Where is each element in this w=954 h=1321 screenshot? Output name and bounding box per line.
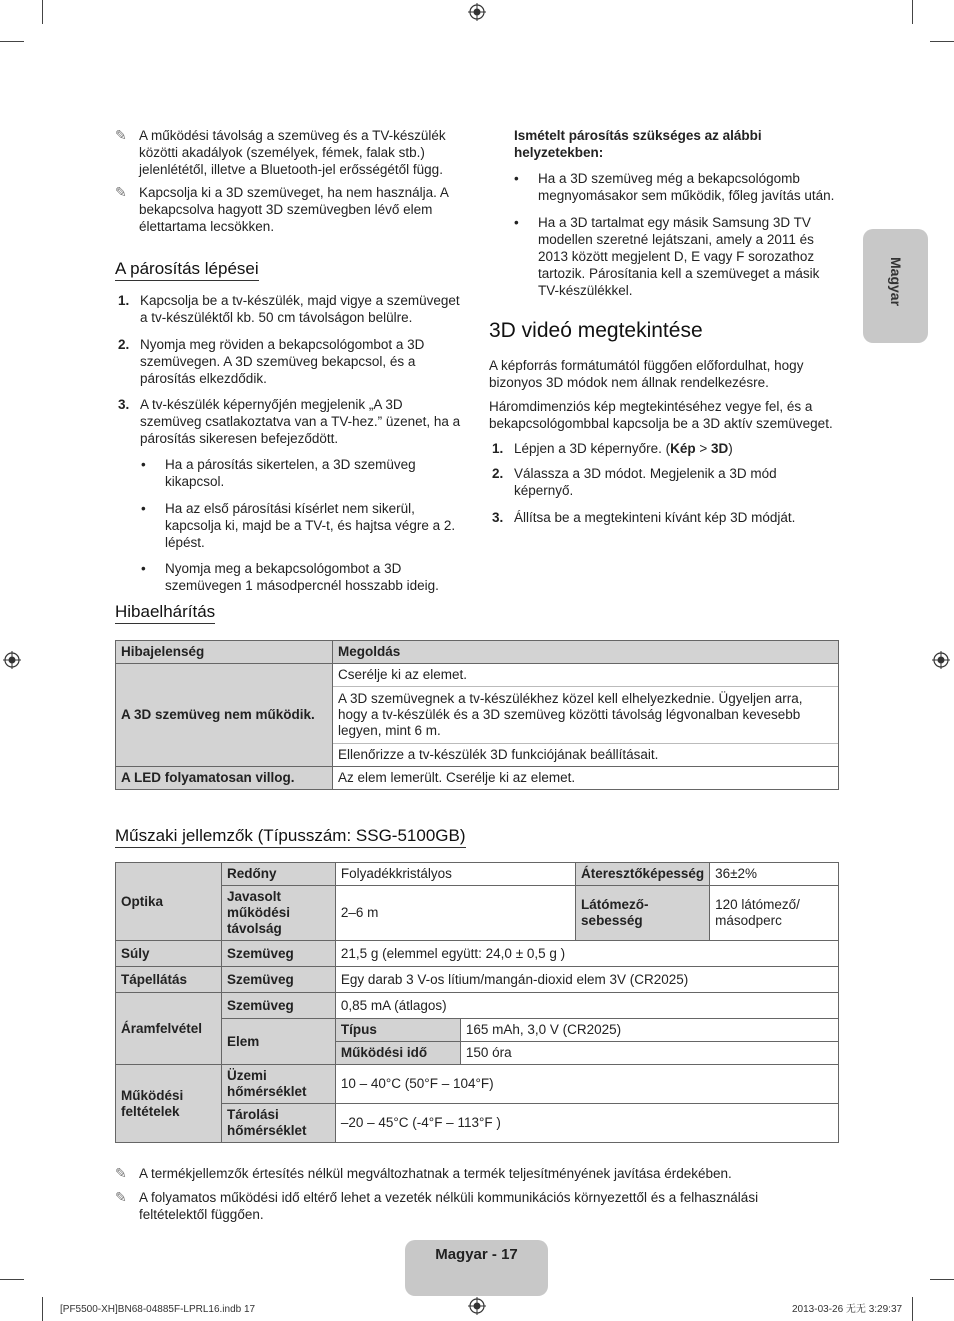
table-cell: Szemüveg (221, 993, 335, 1019)
table-cell: Optika (116, 863, 222, 941)
step-number: 3. (118, 397, 130, 412)
step-number: 1. (492, 441, 504, 456)
table-cell: Redőny (221, 863, 335, 886)
table-cell: Működési idő (335, 1042, 460, 1065)
table-cell: Látómező-sebesség (576, 886, 710, 941)
table-cell: A 3D szemüveg nem működik. (116, 664, 333, 767)
table-header: Hibajelenség (116, 641, 333, 664)
step-number: 2. (492, 466, 504, 481)
pen-icon: ✎ (115, 127, 127, 143)
repeat-bullet: • Ha a 3D tartalmat egy másik Samsung 3D TV modellen szeretné lejátszani, amely a 2011 és 2013 között megjelent D, E vagy F sorozathoz tartozik. Párosítania kell a szemüveget a másik TV-készülékkel. (538, 214, 838, 299)
pairing-step: Kapcsolja be a tv-készülék, majd vigye a szemüveget a tv-készüléktől kb. 50 cm távolságon belülre. (140, 293, 460, 325)
crop-mark (42, 1297, 43, 1321)
crop-mark (912, 1297, 913, 1321)
troubleshooting-table (115, 640, 839, 790)
note: ✎ Kapcsolja ki a 3D szemüveget, ha nem használja. A bekapcsolva hagyott 3D szemüvegben lévő elem élettartama lecsökken. (115, 184, 449, 234)
video-step: Állítsa be a megtekinteni kívánt kép 3D módját. (514, 510, 796, 525)
table-cell: Szemüveg (221, 967, 335, 993)
registration-mark-icon (468, 1297, 486, 1315)
table-cell: 2–6 m (335, 886, 575, 941)
video-step: Válassza a 3D módot. Megjelenik a 3D mód képernyő. (514, 466, 777, 498)
paragraph: Háromdimenziós kép megtekintéséhez vegye fel, és a bekapcsológombbal kapcsolja be a 3D aktív szemüveget. (489, 399, 833, 431)
page-number-tab: Magyar - 17 (405, 1240, 548, 1296)
table-cell: 165 mAh, 3,0 V (CR2025) (460, 1019, 838, 1042)
table-cell: Áramfelvétel (116, 993, 222, 1065)
table-cell: Az elem lemerült. Cserélje ki az elemet. (333, 767, 839, 790)
table-cell: Elem (221, 1019, 335, 1065)
table-cell: Tárolási hőmérséklet (221, 1104, 335, 1143)
crop-mark (912, 0, 913, 24)
table-cell: Súly (116, 941, 222, 967)
registration-mark-icon (932, 651, 950, 669)
section-title-troubleshooting: Hibaelhárítás (115, 602, 215, 624)
note: ✎ A folyamatos működési idő eltérő lehet a vezeték nélküli kommunikációs környezettől és a felhasználási feltételektől függően. (115, 1189, 759, 1222)
table-cell: Áteresztőképesség (576, 863, 710, 886)
table-cell: Tápellátás (116, 967, 222, 993)
table-cell: –20 – 45°C (-4°F – 113°F ) (335, 1104, 838, 1143)
pen-icon: ✎ (115, 1189, 127, 1205)
table-header: Megoldás (333, 641, 839, 664)
table-cell: 120 látómező/ másodperc (710, 886, 839, 941)
section-title-pairing: A párosítás lépései (115, 259, 259, 281)
step-number: 3. (492, 510, 504, 525)
registration-mark-icon (468, 3, 486, 21)
table-cell: A LED folyamatosan villog. (116, 767, 333, 790)
pairing-step: A tv-készülék képernyőjén megjelenik „A 3D szemüveg csatlakoztatva van a TV-hez.” üzenet, ha a párosítás sikeresen befejeződött. (140, 397, 461, 446)
step-number: 1. (118, 293, 130, 308)
section-title-3d-video: 3D videó megtekintése (489, 319, 703, 342)
table-cell: 150 óra (460, 1042, 838, 1065)
paragraph: A képforrás formátumától függően előfordulhat, hogy bizonyos 3D módok nem állnak rendelkezésre. (489, 358, 804, 390)
crop-mark (930, 1279, 954, 1280)
table-cell: 10 – 40°C (50°F – 104°F) (335, 1065, 838, 1104)
table-cell: Cserélje ki az elemet. A 3D szemüvegnek a tv-készülékhez közel kell elhelyezkednie. Ügyeljen arra, hogy a tv-készülék és a 3D szemüveg közötti távolság légvonalban kevesebb legyen, mint 6 m. Ellenőrizze a tv-készülék 3D funkciójának beállításait. (333, 664, 839, 767)
table-cell: Üzemi hőmérséklet (221, 1065, 335, 1104)
footer-timestamp: 2013-03-26 无无 3:29:37 (792, 1304, 903, 1315)
note: ✎ A működési távolság a szemüveg és a TV-készülék közötti akadályok (személyek, fémek, falak stb.) jelenlététől, illetve a Bluetooth-jel erősségétől függ. (115, 127, 446, 177)
pairing-step: Nyomja meg röviden a bekapcsológombot a 3D szemüvegen. A 3D szemüveg bekapcsol, és a párosítás elkezdődik. (140, 337, 425, 386)
table-cell: Javasolt működési távolság (221, 886, 335, 941)
pairing-bullet: • Ha az első párosítási kísérlet nem sikerül, kapcsolja ki, majd be a TV-t, és hajtsa végre a 2. lépést. (165, 500, 460, 551)
table-cell: Folyadékkristályos (335, 863, 575, 886)
table-cell: Típus (335, 1019, 460, 1042)
language-side-tab (863, 229, 928, 343)
table-cell: Egy darab 3 V-os lítium/mangán-dioxid elem 3V (CR2025) (335, 967, 838, 993)
video-step: Lépjen a 3D képernyőre. (Kép > 3D) (514, 441, 733, 456)
specs-table (115, 862, 839, 1143)
footer-file: [PF5500-XH]BN68-04885F-LPRL16.indb 17 (60, 1304, 256, 1315)
table-cell: 0,85 mA (átlagos) (335, 993, 838, 1019)
repeat-bullet: • Ha a 3D szemüveg még a bekapcsológomb megnyomásakor sem működik, főleg javítás után. (538, 170, 838, 204)
pairing-bullet: • Nyomja meg a bekapcsológombot a 3D szemüvegen 1 másodpercnél hosszabb ideig. (165, 560, 460, 594)
table-cell: Működési feltételek (116, 1065, 222, 1143)
crop-mark (42, 0, 43, 24)
registration-mark-icon (3, 651, 21, 669)
table-cell: 36±2% (710, 863, 839, 886)
table-cell: 21,5 g (elemmel együtt: 24,0 ± 0,5 g ) (335, 941, 838, 967)
table-cell: Szemüveg (221, 941, 335, 967)
step-number: 2. (118, 337, 130, 352)
section-title-specs: Műszaki jellemzők (Típusszám: SSG-5100GB) (115, 826, 466, 848)
note: ✎ A termékjellemzők értesítés nélkül megváltozhatnak a termék teljesítményének javítása érdekében. (115, 1165, 732, 1181)
crop-mark (0, 1279, 24, 1280)
crop-mark (0, 41, 24, 42)
repeat-pairing-heading: Ismételt párosítás szükséges az alábbi helyzetekben: (514, 128, 762, 160)
pen-icon: ✎ (115, 1165, 127, 1181)
pen-icon: ✎ (115, 184, 127, 200)
side-tab-label: Magyar (888, 257, 904, 307)
crop-mark (930, 41, 954, 42)
pairing-bullet: • Ha a párosítás sikertelen, a 3D szemüveg kikapcsol. (165, 456, 460, 490)
